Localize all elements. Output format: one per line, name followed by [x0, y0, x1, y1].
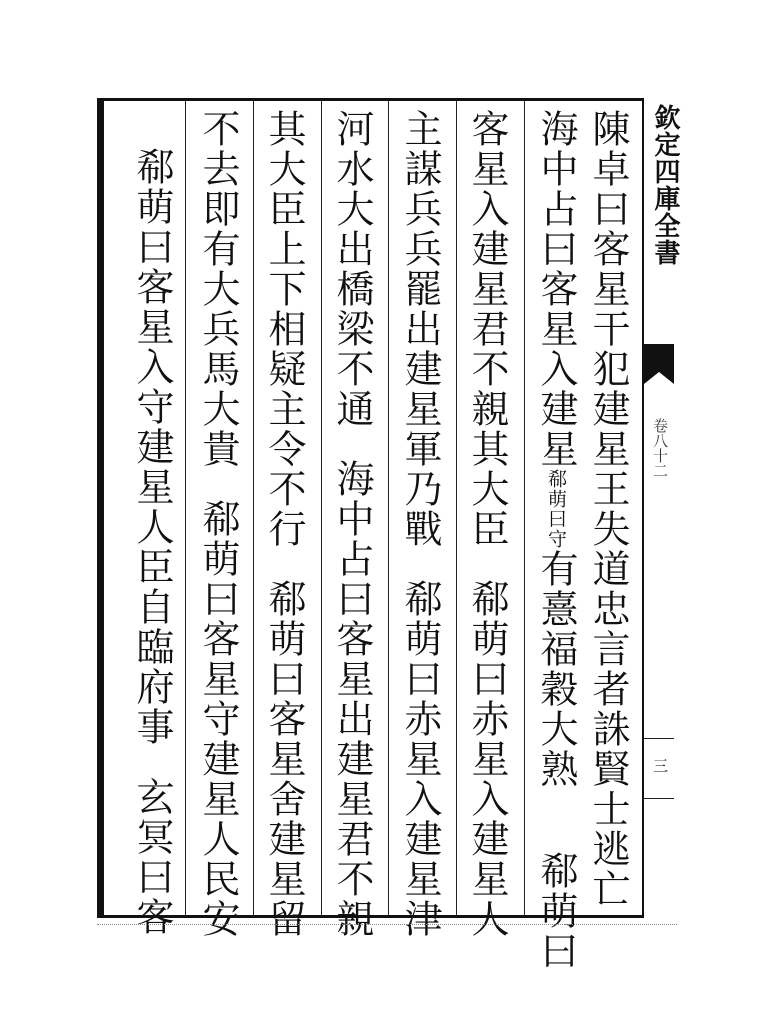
column-text: 河水大出橋梁不通 — [330, 109, 374, 429]
note-right: 郗萌 — [545, 469, 567, 509]
column-rule — [253, 101, 254, 915]
column-text: 郗萌曰客星入守建星人臣自臨府事 — [130, 147, 174, 747]
text-column-8 — [124, 147, 180, 937]
text-column-1 — [580, 109, 636, 909]
margin-divider — [644, 798, 674, 799]
column-text: 郗萌曰赤星入建星津 — [398, 579, 442, 939]
note-left: 曰守 — [545, 509, 567, 549]
text-column-4 — [392, 109, 448, 939]
text-frame — [97, 98, 644, 971]
column-rule — [388, 101, 389, 915]
column-rule — [321, 101, 322, 915]
column-text: 玄冥曰客 — [130, 777, 174, 937]
text-column-6 — [256, 109, 312, 939]
column-text: 不去即有大兵馬大貴 — [196, 109, 240, 469]
book-margin-column — [644, 98, 680, 918]
column-text: 客星入建星君不親其大臣 — [465, 109, 509, 549]
column-text: 陳卓曰客星干犯建星王失道忠言者誅賢士逃亡 — [586, 109, 630, 909]
column-text: 海中占曰客星出建星君不親 — [330, 459, 374, 939]
text-column-3 — [459, 109, 515, 939]
text-column-7 — [190, 109, 246, 939]
column-text: 郗萌曰客星舍建星留 — [262, 579, 306, 939]
column-text: 有憙福穀大熟 — [534, 549, 578, 789]
column-text: 郗萌曰 — [534, 851, 578, 971]
column-text: 其大臣上下相疑主令不行 — [262, 109, 306, 549]
interlinear-note — [534, 469, 578, 549]
column-rule — [456, 101, 457, 915]
column-text: 郗萌曰赤星入建星人 — [465, 579, 509, 939]
margin-divider — [644, 738, 674, 739]
fishtail-mark-icon — [644, 344, 674, 384]
book-title: 欽定四庫全書 — [650, 104, 680, 266]
column-text: 海中占曰客星入建星 — [534, 109, 578, 469]
volume-label: 卷八十二 — [651, 418, 669, 478]
column-text: 郗萌曰客星守建星人民安 — [196, 499, 240, 939]
column-text: 主謀兵兵罷出建星軍乃戰 — [398, 109, 442, 549]
scan-edge — [97, 924, 677, 928]
page-number: 三 — [651, 758, 669, 773]
text-column-2 — [524, 109, 584, 971]
column-rule — [185, 101, 186, 915]
text-column-5 — [324, 109, 380, 939]
